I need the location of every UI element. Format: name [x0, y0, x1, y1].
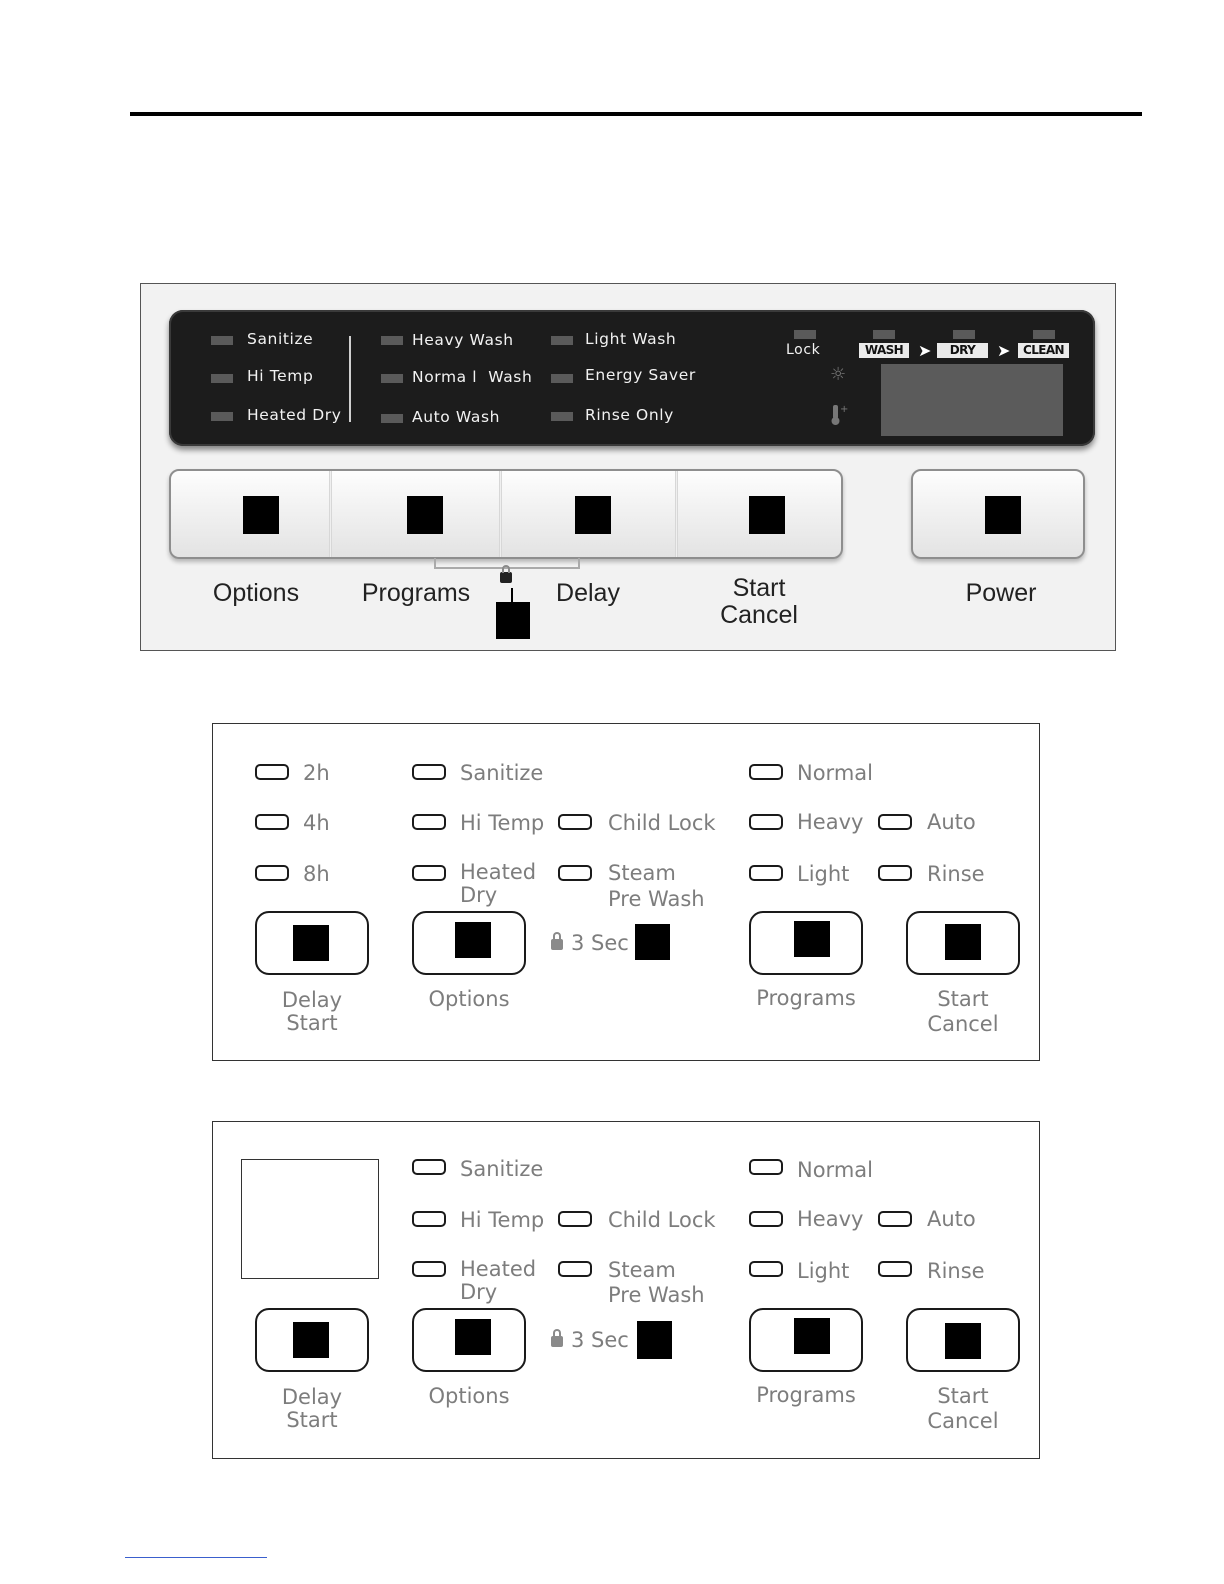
key-divider — [499, 471, 502, 557]
programs-button[interactable] — [407, 496, 443, 534]
heavy-label: Heavy — [797, 1207, 864, 1231]
button-marker — [293, 1322, 329, 1358]
rinse-label: Rinse — [927, 862, 985, 886]
sanitize-label: Sanitize — [460, 761, 544, 785]
options-label: Options — [212, 579, 300, 607]
4h-light — [255, 814, 289, 830]
pre-wash-label: Pre Wash — [608, 1283, 705, 1307]
heated-label: Heated — [460, 860, 537, 884]
normal-light — [749, 764, 783, 780]
time-display — [241, 1159, 379, 1279]
normal-wash-light — [381, 374, 403, 383]
8h-label: 8h — [303, 862, 330, 886]
light-light — [749, 865, 783, 881]
wash-light — [873, 330, 895, 339]
options-button[interactable] — [412, 911, 526, 975]
dry-label: Dry — [460, 883, 498, 907]
2h-label: 2h — [303, 761, 330, 785]
cancel-label: Cancel — [927, 1012, 999, 1036]
hi-temp-light — [211, 374, 233, 383]
button-marker — [794, 921, 830, 957]
child-lock-light — [558, 814, 592, 830]
dry-label: Dry — [460, 1280, 498, 1304]
rinse-only-label: Rinse Only — [585, 406, 674, 424]
child-lock-marker — [637, 1321, 672, 1359]
options-button[interactable] — [243, 496, 279, 534]
heated-dry-light — [211, 412, 233, 421]
auto-wash-label: Auto Wash — [412, 408, 501, 426]
cancel-label: Cancel — [927, 1409, 999, 1433]
delay-start-button[interactable] — [255, 1308, 369, 1372]
heated-dry-light — [412, 865, 446, 881]
heavy-wash-light — [381, 336, 403, 345]
start-cancel-button[interactable] — [906, 911, 1020, 975]
light-label: Light — [797, 862, 850, 886]
delay-start-button[interactable] — [255, 911, 369, 975]
lock-label: Lock — [786, 342, 821, 358]
hi-temp-light — [412, 1211, 446, 1227]
normal-wash-label: Norma l Wash — [412, 368, 533, 386]
light-label: Light — [797, 1259, 850, 1283]
heated-dry-light — [412, 1261, 446, 1277]
auto-wash-light — [381, 414, 403, 423]
hi-temp-label: Hi Temp — [460, 811, 545, 835]
programs-label: Programs — [756, 1383, 856, 1407]
callout-marker — [496, 602, 530, 639]
sanitize-label: Sanitize — [247, 330, 314, 348]
energy-saver-label: Energy Saver — [585, 366, 696, 384]
start-cancel-button[interactable] — [749, 496, 785, 534]
delay-button[interactable] — [575, 496, 611, 534]
start-label: Start — [937, 1384, 989, 1408]
child-lock-label: Child Lock — [608, 811, 716, 835]
control-panel-photo — [140, 283, 1116, 651]
4h-label: 4h — [303, 811, 330, 835]
rinse-label: Rinse — [927, 1259, 985, 1283]
keypad — [169, 469, 843, 559]
auto-label: Auto — [927, 1207, 976, 1231]
child-lock-label: Child Lock — [608, 1208, 716, 1232]
sanitize-light — [211, 336, 233, 345]
delay-label: Delay — [556, 579, 620, 607]
cancel-label: Cancel — [720, 601, 798, 629]
button-marker — [945, 924, 981, 960]
clean-status: CLEAN — [1018, 343, 1069, 358]
lock-light — [794, 330, 816, 339]
8h-light — [255, 865, 289, 881]
steam-pre-wash-light — [558, 865, 592, 881]
options-label: Options — [428, 987, 510, 1011]
child-lock-light — [558, 1211, 592, 1227]
normal-label: Normal — [797, 1158, 873, 1182]
lock-icon — [500, 572, 512, 583]
energy-saver-light — [551, 374, 573, 383]
hi-temp-light — [412, 814, 446, 830]
programs-button[interactable] — [749, 911, 863, 975]
programs-label: Programs — [756, 986, 856, 1010]
heavy-light — [749, 1211, 783, 1227]
svg-text:+: + — [840, 404, 849, 415]
button-marker — [293, 925, 329, 961]
hi-temp-label: Hi Temp — [247, 367, 314, 385]
lock-icon — [551, 939, 563, 950]
clean-light — [1033, 330, 1055, 339]
start-label: Start — [937, 987, 989, 1011]
programs-label: Programs — [361, 579, 471, 607]
header-rule — [130, 112, 1142, 116]
delay-label: Delay — [281, 988, 343, 1012]
normal-label: Normal — [797, 761, 873, 785]
dry-light — [953, 330, 975, 339]
button-marker — [455, 1319, 491, 1355]
sanitize-light — [412, 1159, 446, 1175]
2h-light — [255, 764, 289, 780]
divider — [349, 336, 351, 422]
pre-wash-label: Pre Wash — [608, 887, 705, 911]
steam-pre-wash-light — [558, 1261, 592, 1277]
auto-light — [878, 1211, 912, 1227]
start-label: Start — [286, 1408, 338, 1432]
wash-status: WASH — [859, 343, 909, 358]
button-marker — [794, 1318, 830, 1354]
light-light — [749, 1261, 783, 1277]
button-marker — [945, 1323, 981, 1359]
heavy-label: Heavy — [797, 810, 864, 834]
heavy-light — [749, 814, 783, 830]
options-button[interactable] — [412, 1308, 526, 1372]
callout-line — [511, 588, 513, 602]
steam-label: Steam — [608, 861, 676, 885]
sanitize-light — [412, 764, 446, 780]
indicator-display — [169, 310, 1095, 446]
sanitize-label: Sanitize — [460, 1157, 544, 1181]
start-label: Start — [732, 574, 786, 602]
delay-label: Delay — [281, 1385, 343, 1409]
arrow-icon: ➤ — [918, 341, 932, 360]
dry-status: DRY — [937, 343, 988, 358]
lock-icon — [551, 1336, 563, 1347]
arrow-icon: ➤ — [997, 341, 1011, 360]
hi-temp-label: Hi Temp — [460, 1208, 545, 1232]
auto-light — [878, 814, 912, 830]
energy-saver-icon: ☼ — [830, 364, 847, 385]
start-label: Start — [286, 1011, 338, 1035]
normal-light — [749, 1159, 783, 1175]
control-panel-diagram-delay-hours — [212, 723, 1040, 1061]
rinse-light — [878, 1261, 912, 1277]
light-wash-light — [551, 336, 573, 345]
child-lock-marker — [635, 924, 670, 960]
options-label: Options — [428, 1384, 510, 1408]
thermometer-icon — [829, 402, 849, 428]
key-divider — [675, 471, 678, 557]
button-marker — [455, 922, 491, 958]
rinse-only-light — [551, 412, 573, 421]
power-label: Power — [965, 579, 1037, 607]
light-wash-label: Light Wash — [585, 330, 677, 348]
3-sec-label: 3 Sec — [571, 931, 629, 955]
power-keypad — [911, 469, 1085, 559]
heated-dry-label: Heated Dry — [247, 406, 342, 424]
rinse-light — [878, 865, 912, 881]
power-button[interactable] — [985, 496, 1021, 534]
start-cancel-button[interactable] — [906, 1308, 1020, 1372]
auto-label: Auto — [927, 810, 976, 834]
control-panel-diagram-display — [212, 1121, 1040, 1459]
heated-label: Heated — [460, 1257, 537, 1281]
programs-button[interactable] — [749, 1308, 863, 1372]
3-sec-label: 3 Sec — [571, 1328, 629, 1352]
heavy-wash-label: Heavy Wash — [412, 331, 514, 349]
key-divider — [329, 471, 332, 557]
time-display — [881, 364, 1063, 436]
footer-link-underline — [125, 1557, 267, 1558]
steam-label: Steam — [608, 1258, 676, 1282]
